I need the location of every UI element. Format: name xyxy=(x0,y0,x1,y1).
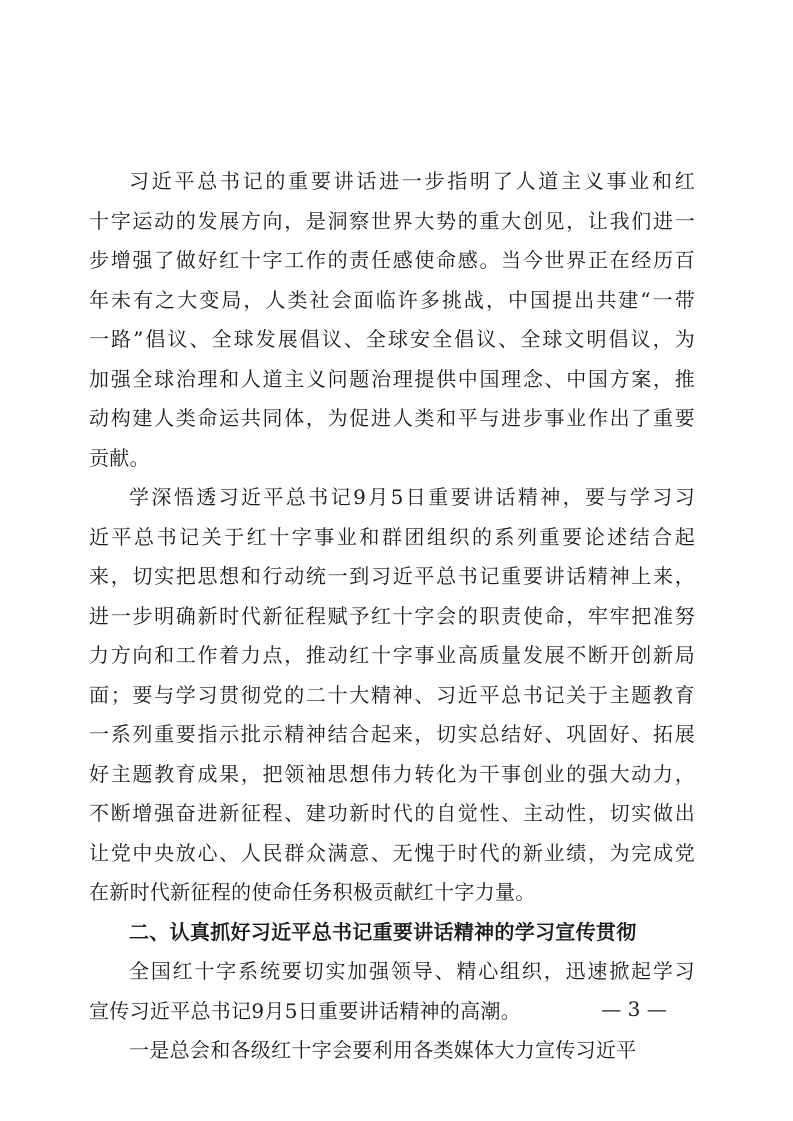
text-line: 让党中央放心、人民群众满意、无愧于时代的新业绩，为完成党 xyxy=(89,840,695,865)
text-line: 贡献。 xyxy=(89,445,150,470)
text-line: 力方向和工作着力点，推动红十字事业高质量发展不断开创新局 xyxy=(89,643,695,667)
document-body xyxy=(89,162,695,1071)
heading-line: 二、认真抓好习近平总书记重要讲话精神的学习宣传贯彻 xyxy=(129,919,637,944)
text-line: 宣传习近平总书记9月5日重要讲话精神的高潮。 xyxy=(89,998,522,1023)
text-line: 习近平总书记的重要讲话进一步指明了人道主义事业和红 xyxy=(129,169,695,193)
text-line: 学深悟透习近平总书记9月5日重要讲话精神，要与学习习 xyxy=(129,485,695,509)
text-line: 近平总书记关于红十字事业和群团组织的系列重要论述结合起 xyxy=(89,524,695,549)
text-line: 好主题教育成果，把领袖思想伟力转化为干事创业的强大动力， xyxy=(89,761,695,786)
text-line: 一是总会和各级红十字会要利用各类媒体大力宣传习近平 xyxy=(129,1038,637,1062)
text-line: 动构建人类命运共同体，为促进人类和平与进步事业作出了重要 xyxy=(89,406,695,430)
paragraph xyxy=(89,1031,695,1071)
text-line: 面；要与学习贯彻党的二十大精神、习近平总书记关于主题教育 xyxy=(89,682,695,707)
text-line: 加强全球治理和人道主义问题治理提供中国理念、中国方案，推 xyxy=(89,366,695,391)
section-heading xyxy=(89,913,695,953)
text-line: 在新时代新征程的使命任务积极贡献红十字力量。 xyxy=(89,880,536,904)
text-line: 进一步明确新时代新征程赋予红十字会的职责使命，牢牢把准努 xyxy=(89,603,695,628)
text-line: 全国红十字系统要切实加强领导、精心组织，迅速掀起学习 xyxy=(129,959,695,983)
text-line: 一系列重要指示批示精神结合起来，切实总结好、巩固好、拓展 xyxy=(89,722,695,746)
text-line: 来，切实把思想和行动统一到习近平总书记重要讲话精神上来， xyxy=(89,564,695,588)
page-number: — 3 — xyxy=(601,997,667,1021)
text-line: 不断增强奋进新征程、建功新时代的自觉性、主动性，切实做出 xyxy=(89,801,695,825)
text-line: 一路”倡议、全球发展倡议、全球安全倡议、全球文明倡议，为 xyxy=(89,327,695,351)
text-line: 步增强了做好红十字工作的责任感使命感。当今世界正在经历百 xyxy=(89,248,695,272)
text-line: 十字运动的发展方向，是洞察世界大势的重大创见，让我们进一 xyxy=(89,208,695,233)
text-line: 年未有之大变局，人类社会面临许多挑战，中国提出共建“一带 xyxy=(89,287,695,312)
paragraph xyxy=(89,162,695,478)
paragraph xyxy=(89,478,695,913)
